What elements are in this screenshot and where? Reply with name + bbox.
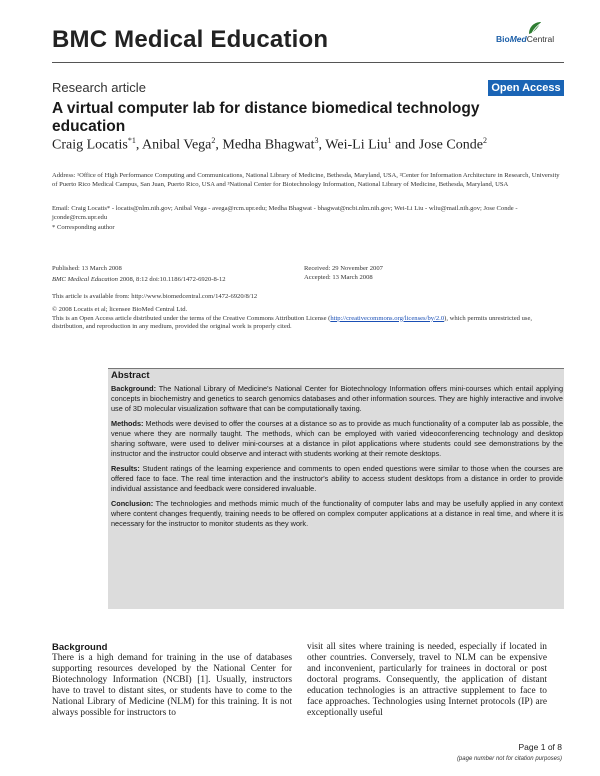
abstract-label: Results:	[111, 464, 140, 473]
publication-info	[52, 265, 282, 284]
citation-journal: BMC Medical Education	[52, 275, 118, 283]
author-affiliation: 3	[314, 136, 319, 145]
license-pre: This is an Open Access article distributed under the terms of the Creative Commons Attribution License (	[52, 314, 331, 322]
author-list: Craig Locatis$^{*1}$, Anibal Vega$^2$, Medha Bhagwat$^3$, Wei-Li Liu$^1$ and Jose Conde$^2$	[52, 136, 487, 153]
author-affiliation: 1	[387, 136, 392, 145]
abstract-heading: Abstract	[111, 370, 150, 381]
biomed-central-logo	[496, 34, 562, 56]
author-addresses: Address: ¹Office of High Performance Computing and Communications, National Library of Medicine, Bethesda, Maryland, USA, ²Center for Information Architecture in Research, University of Puerto Rico Medical Campus, San Juan, Puerto Rico, USA and ³National Center for Biotechnology Information, National Library of Medicine, Bethesda, Maryland, USA	[52, 172, 560, 188]
author-affiliation: 2	[482, 136, 487, 145]
abstract-text: The National Library of Medicine's National Center for Biotechnology Information offers mini-courses which entail applying concepts in biochemistry and genetics to search genomics databases and other information sources. They are highly interactive and involve use of 3D molecular visualization software that can be computationally taxing.	[111, 384, 563, 413]
body-column-right	[307, 642, 547, 719]
license-block	[52, 306, 564, 332]
article-title: A virtual computer lab for distance biomedical technology education	[52, 100, 480, 135]
citation	[52, 276, 282, 285]
section-heading: Background	[52, 642, 108, 653]
page-number: Page 1 of 8	[518, 742, 562, 752]
license-post: ), which permits unrestricted use, distribution, and reproduction in any medium, provided the original work is properly cited.	[52, 314, 533, 331]
abstract-text: The technologies and methods mimic much of the functionality of computer labs and may be usefully applied in any context where content changes frequently, training needs to be offered on complex computer applications at a distance in real time, and where it is necessary for the instructor to monitor students as they work.	[111, 499, 563, 528]
author-name: Jose Conde	[418, 137, 483, 153]
open-access-badge: Open Access	[488, 80, 564, 96]
copyright-line: © 2008 Locatis et al; licensee BioMed Central Ltd.	[52, 306, 188, 313]
abstract-text: Student ratings of the learning experience and comments to open ended questions were similar to those when the courses are offered face to face. The real time interaction and the instructor's ability to access student desktops from a distance in order to provide individual assistance and feedback were considered invaluable.	[111, 464, 563, 493]
review-dates	[304, 265, 504, 282]
article-type: Research article	[52, 80, 146, 95]
abstract-background	[111, 384, 563, 414]
published-date: Published: 13 March 2008	[52, 265, 122, 272]
abstract-label: Background:	[111, 384, 156, 393]
abstract-results	[111, 464, 563, 494]
abstract-content	[111, 370, 563, 534]
author-name: Anibal Vega	[142, 137, 212, 153]
body-paragraph: visit all sites where training is needed, especially if located in other countries. Conversely, travel to NLM can be expensive and inconvenient, particularly for trainees in doctoral or post doctoral programs. Consequently, the application of distant education technologies is an attractive supplement to face to face approaches. Technologies using Internet protocols (IP) are exceptionally useful	[307, 642, 547, 718]
author-name: Wei-Li Liu	[325, 137, 388, 153]
corresponding-author-note: * Corresponding author	[52, 224, 115, 231]
author-affiliation: 2	[211, 136, 216, 145]
author-mark: *	[127, 136, 132, 145]
body-column-left	[52, 642, 292, 719]
accepted-date: Accepted: 13 March 2008	[304, 273, 373, 281]
received-date: Received: 29 November 2007	[304, 265, 383, 272]
abstract-methods	[111, 419, 563, 459]
journal-title: BMC Medical Education	[52, 26, 329, 53]
abstract-conclusion	[111, 499, 563, 529]
license-text	[52, 315, 564, 332]
citation-details: 2008, 8:12 doi:10.1186/1472-6920-8-12	[117, 275, 226, 283]
page-number-note: (page number not for citation purposes)	[456, 756, 562, 762]
logo-central: Central	[526, 34, 555, 44]
logo-med: Med	[509, 34, 527, 44]
article-url: This article is available from: http://www.biomedcentral.com/1472-6920/8/12	[52, 293, 258, 300]
abstract-text: Methods were devised to offer the courses at a distance so as to provide as much functionality of a computer lab as possible, the venue where they are normally taught. The methods, which can be employed with varied videoconferencing technology and desktop sharing software, were used to deliver mini-courses at a distance in pilot applications where students could see demonstrations by the instructor and the instructor could observe and interact with students working at their remote desktops.	[111, 419, 563, 458]
author-emails: Email: Craig Locatis* - locatis@nlm.nih.gov; Anibal Vega - avega@rcm.upr.edu; Medha Bhagwat - bhagwat@ncbi.nlm.nih.gov; Wei-Li Liu - wliu@mail.nih.gov; Jose Conde - jconde@rcm.upr.edu	[52, 205, 518, 221]
author-affiliation: 1	[131, 136, 136, 145]
author-name: Medha Bhagwat	[222, 137, 315, 153]
logo-bio: Bio	[496, 34, 510, 44]
header-rule	[52, 62, 564, 63]
body-paragraph: There is a high demand for training in the use of databases supporting resources developed by the National Center for Biotechnology Information (NCBI) [1]. Usually, instructors have to travel to distant sites, or students have to come to the National Library of Medicine (NLM) for this training. It is not always possible for instructors to	[52, 653, 292, 718]
author-name: Craig Locatis	[52, 137, 128, 153]
license-link[interactable]: http://creativecommons.org/licenses/by/2.0	[330, 314, 445, 322]
biomed-central-logo-icon	[526, 20, 544, 36]
abstract-label: Methods:	[111, 419, 144, 428]
abstract-label: Conclusion:	[111, 499, 154, 508]
